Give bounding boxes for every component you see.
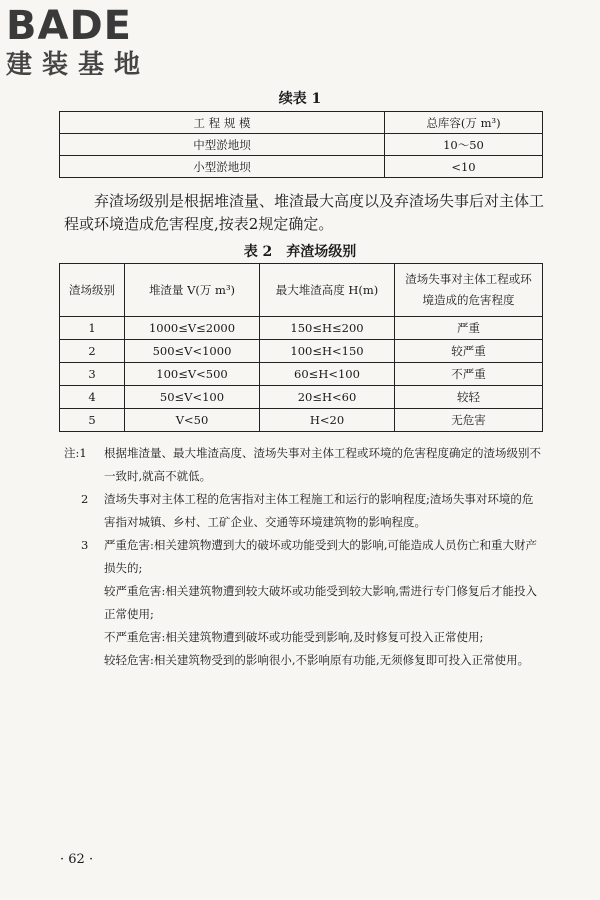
table-header-cell: 渣场失事对主体工程或环境造成的危害程度 — [395, 264, 543, 317]
note-subitem: 不严重危害:相关建筑物遭到破坏或功能受到影响,及时修复可投入正常使用; — [104, 630, 484, 644]
table-header-row — [60, 112, 543, 134]
body-paragraph: 弃渣场级别是根据堆渣量、堆渣最大高度以及弃渣场失事后对主体工程或环境造成危害程度,按表2规定确定。 — [64, 192, 545, 233]
table-cell: 10～50 — [385, 134, 543, 156]
table-row — [60, 134, 543, 156]
table1 — [59, 111, 543, 178]
table-cell: 较严重 — [395, 340, 543, 363]
table-cell: 严重 — [395, 317, 543, 340]
table-cell: 小型淤地坝 — [60, 156, 385, 178]
logo-brand: BADE — [6, 3, 132, 49]
note-text: 严重危害:相关建筑物遭到大的破坏或功能受到大的影响,可能造成人员伤亡和重大财产损失的; — [104, 538, 538, 575]
table-cell: 60≤H<100 — [260, 363, 395, 386]
table-cell: 4 — [60, 386, 125, 409]
table-cell: H<20 — [260, 409, 395, 432]
note-number: 2 — [81, 492, 89, 506]
table-cell: 100≤H<150 — [260, 340, 395, 363]
notes-label: 注: — [64, 446, 80, 460]
note-text: 渣场失事对主体工程的危害指对主体工程施工和运行的影响程度;渣场失事对环境的危害指对城镇、乡村、工矿企业、交通等环境建筑物的影响程度。 — [104, 492, 534, 529]
table-row — [60, 363, 543, 386]
table-cell: V<50 — [125, 409, 260, 432]
note-subitem: 较严重危害:相关建筑物遭到较大破坏或功能受到较大影响,需进行专门修复后才能投入正常使用; — [104, 584, 538, 621]
table-cell: 3 — [60, 363, 125, 386]
table-cell: 1 — [60, 317, 125, 340]
table-cell: 不严重 — [395, 363, 543, 386]
table-row — [60, 340, 543, 363]
table-header-cell: 工 程 规 模 — [60, 112, 385, 134]
table-cell: 50≤V<100 — [125, 386, 260, 409]
publisher-logo — [6, 4, 176, 82]
table-cell: 较轻 — [395, 386, 543, 409]
table-cell: 1000≤V≤2000 — [125, 317, 260, 340]
table-cell: 中型淤地坝 — [60, 134, 385, 156]
table-row — [60, 409, 543, 432]
note-number: 3 — [81, 538, 89, 552]
page-number: · 62 · — [60, 852, 94, 867]
note-number: 1 — [79, 446, 87, 460]
table-row — [60, 386, 543, 409]
table-cell: <10 — [385, 156, 543, 178]
note-item — [64, 442, 544, 488]
table-header-cell: 最大堆渣高度 H(m) — [260, 264, 395, 317]
table-cell: 5 — [60, 409, 125, 432]
table-cell: 2 — [60, 340, 125, 363]
notes-section — [64, 442, 544, 672]
table-header-cell: 堆渣量 V(万 m³) — [125, 264, 260, 317]
note-item — [64, 534, 544, 580]
note-item — [64, 488, 544, 534]
table-header-row — [60, 264, 543, 317]
table-cell: 无危害 — [395, 409, 543, 432]
table-row — [60, 317, 543, 340]
table-cell: 20≤H<60 — [260, 386, 395, 409]
note-text: 根据堆渣量、最大堆渣高度、渣场失事对主体工程或环境的危害程度确定的渣场级别不一致时,就高不就低。 — [104, 446, 541, 483]
note-subitem: 较轻危害:相关建筑物受到的影响很小,不影响原有功能,无须修复即可投入正常使用。 — [104, 653, 530, 667]
table2 — [59, 263, 543, 432]
logo-subtitle: 建装基地 — [6, 50, 151, 80]
table-cell: 100≤V<500 — [125, 363, 260, 386]
table-header-cell: 总库容(万 m³) — [385, 112, 543, 134]
table-cell: 500≤V<1000 — [125, 340, 260, 363]
table2-caption: 表 2 弃渣场级别 — [243, 244, 357, 260]
table1-caption: 续表 1 — [278, 91, 322, 107]
table-row — [60, 156, 543, 178]
table-cell: 150≤H≤200 — [260, 317, 395, 340]
table-header-cell: 渣场级别 — [60, 264, 125, 317]
